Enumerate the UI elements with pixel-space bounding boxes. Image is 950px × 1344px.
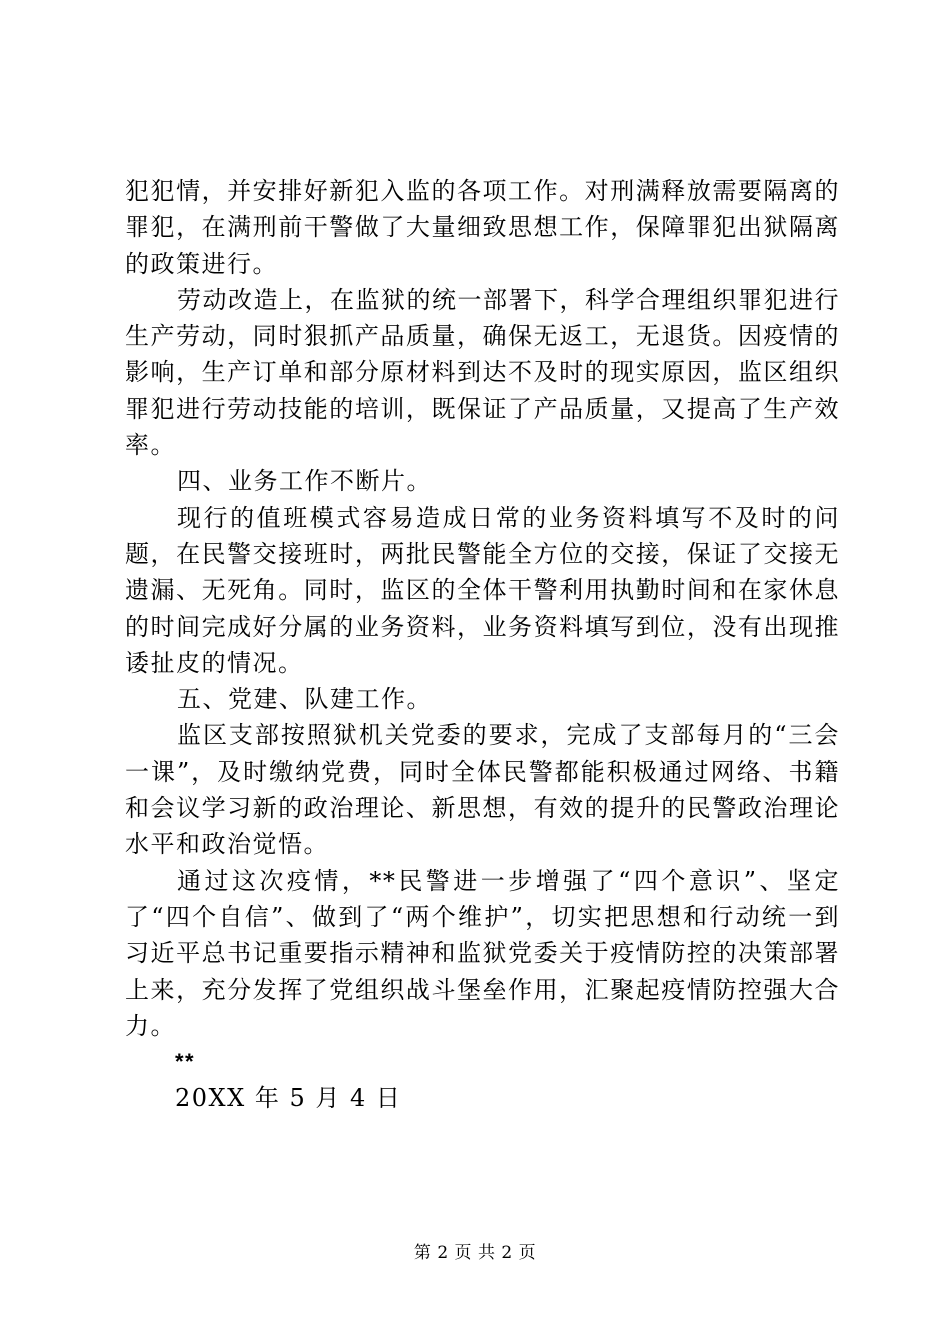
paragraph: 通过这次疫情，**民警进一步增强了“四个意识”、坚定了“四个自信”、做到了“两个维护”，切实把思想和行动统一到习近平总书记重要指示精神和监狱党委关于疫情防控的决策部署上来，充分发挥了党组织战斗堡垒作用，汇聚起疫情防控强大合力。: [125, 866, 840, 1040]
section-heading: 五、党建、队建工作。: [177, 685, 432, 714]
paragraph: 犯犯情，并安排好新犯入监的各项工作。对刑满释放需要隔离的罪犯，在满刑前干警做了大量细致思想工作，保障罪犯出狱隔离的政策进行。: [125, 177, 840, 278]
paragraph: 现行的值班模式容易造成日常的业务资料填写不及时的问题，在民警交接班时，两批民警能全方位的交接，保证了交接无遗漏、无死角。同时，监区的全体干警利用执勤时间和在家休息的时间完成好分属的业务资料，业务资料填写到位，没有出现推诿扯皮的情况。: [125, 503, 840, 677]
signature-name: **: [175, 1049, 196, 1075]
document-body: [125, 173, 840, 1117]
paragraph: 劳动改造上，在监狱的统一部署下，科学合理组织罪犯进行生产劳动，同时狠抓产品质量，确保无返工，无退货。因疫情的影响，生产订单和部分原材料到达不及时的现实原因，监区组织罪犯进行劳动技能的培训，既保证了产品质量，又提高了生产效率。: [125, 285, 840, 460]
section-heading: 四、业务工作不断片。: [177, 467, 432, 496]
signature-date: 20XX 年 5 月 4 日: [175, 1084, 402, 1113]
paragraph: 监区支部按照狱机关党委的要求，完成了支部每月的“三会一课”，及时缴纳党费，同时全体民警都能积极通过网络、书籍和会议学习新的政治理论、新思想，有效的提升的民警政治理论水平和政治觉悟。: [125, 721, 840, 859]
page-footer: 第 2 页 共 2 页: [413, 1243, 537, 1263]
